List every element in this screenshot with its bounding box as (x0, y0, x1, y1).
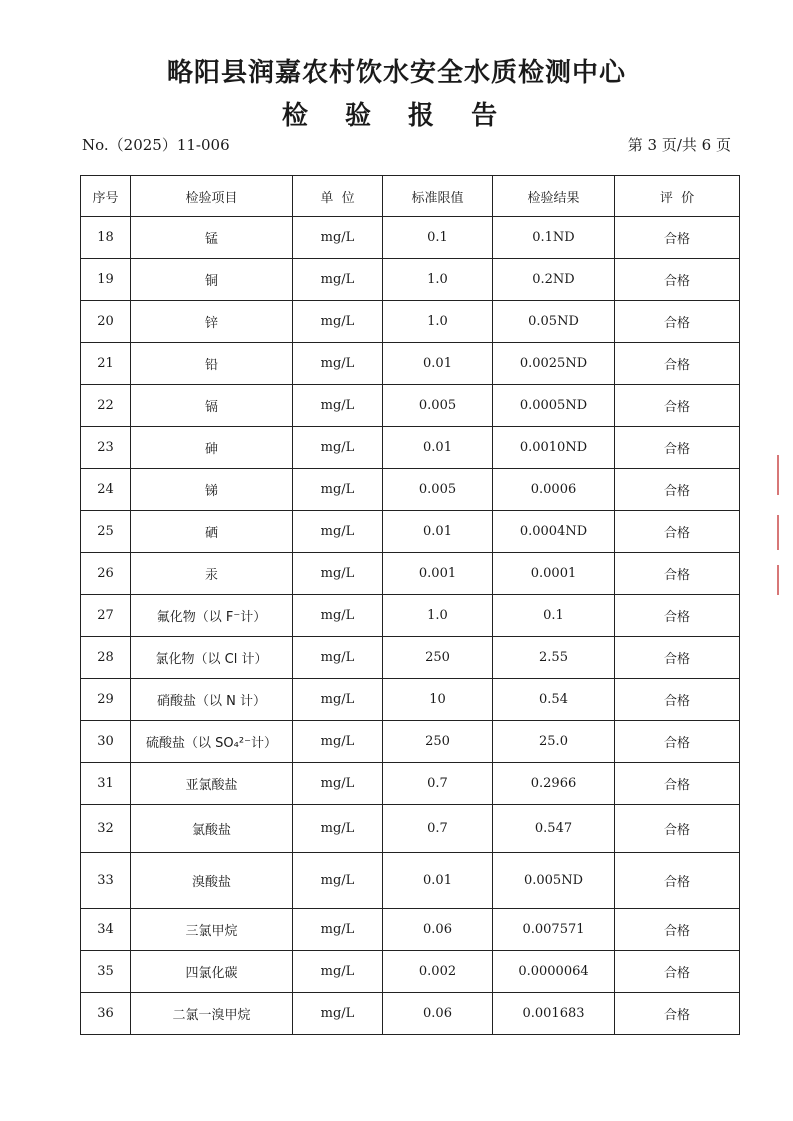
row-item: 二氯一溴甲烷 (131, 993, 293, 1035)
row-number: 34 (81, 909, 131, 951)
row-item: 硫酸盐（以 SO₄²⁻计） (131, 721, 293, 763)
row-limit: 0.01 (383, 427, 493, 469)
row-limit: 0.7 (383, 805, 493, 853)
table-row (81, 721, 740, 763)
row-item: 铜 (131, 259, 293, 301)
row-item: 铅 (131, 343, 293, 385)
row-result: 0.547 (493, 805, 615, 853)
row-unit: mg/L (293, 217, 383, 259)
row-item: 亚氯酸盐 (131, 763, 293, 805)
report-number: No.（2025）11-006 (82, 136, 230, 154)
row-eval: 合格 (615, 805, 740, 853)
row-limit: 0.7 (383, 763, 493, 805)
row-limit: 0.01 (383, 343, 493, 385)
table-row (81, 469, 740, 511)
row-unit: mg/L (293, 909, 383, 951)
row-result: 0.2966 (493, 763, 615, 805)
row-number: 30 (81, 721, 131, 763)
row-eval: 合格 (615, 853, 740, 909)
row-item: 硝酸盐（以 N 计） (131, 679, 293, 721)
row-result: 0.54 (493, 679, 615, 721)
row-unit: mg/L (293, 301, 383, 343)
table-row (81, 343, 740, 385)
row-eval: 合格 (615, 993, 740, 1035)
row-item: 锌 (131, 301, 293, 343)
table-row (81, 909, 740, 951)
row-limit: 0.001 (383, 553, 493, 595)
row-number: 18 (81, 217, 131, 259)
row-eval: 合格 (615, 385, 740, 427)
table-header-row (81, 176, 740, 217)
header-result: 检验结果 (493, 176, 615, 217)
row-unit: mg/L (293, 553, 383, 595)
row-eval: 合格 (615, 469, 740, 511)
row-item: 汞 (131, 553, 293, 595)
row-result: 0.0006 (493, 469, 615, 511)
row-eval: 合格 (615, 595, 740, 637)
table-row (81, 553, 740, 595)
table-row (81, 217, 740, 259)
row-limit: 1.0 (383, 595, 493, 637)
row-limit: 0.06 (383, 909, 493, 951)
row-number: 31 (81, 763, 131, 805)
row-eval: 合格 (615, 763, 740, 805)
row-number: 35 (81, 951, 131, 993)
row-result: 0.1 (493, 595, 615, 637)
row-unit: mg/L (293, 595, 383, 637)
row-result: 0.0025ND (493, 343, 615, 385)
row-result: 0.2ND (493, 259, 615, 301)
row-result: 0.001683 (493, 993, 615, 1035)
row-item: 三氯甲烷 (131, 909, 293, 951)
row-number: 33 (81, 853, 131, 909)
row-eval: 合格 (615, 427, 740, 469)
row-item: 溴酸盐 (131, 853, 293, 909)
row-eval: 合格 (615, 343, 740, 385)
row-limit: 0.002 (383, 951, 493, 993)
table-row (81, 951, 740, 993)
row-item: 氯酸盐 (131, 805, 293, 853)
row-unit: mg/L (293, 951, 383, 993)
row-limit: 0.005 (383, 469, 493, 511)
row-number: 22 (81, 385, 131, 427)
row-number: 29 (81, 679, 131, 721)
row-number: 19 (81, 259, 131, 301)
row-unit: mg/L (293, 343, 383, 385)
row-number: 20 (81, 301, 131, 343)
row-eval: 合格 (615, 301, 740, 343)
row-eval: 合格 (615, 637, 740, 679)
row-limit: 10 (383, 679, 493, 721)
row-item: 硒 (131, 511, 293, 553)
header-no: 序号 (81, 176, 131, 217)
table-row (81, 511, 740, 553)
row-limit: 0.06 (383, 993, 493, 1035)
table-row (81, 805, 740, 853)
row-item: 砷 (131, 427, 293, 469)
row-eval: 合格 (615, 679, 740, 721)
row-number: 36 (81, 993, 131, 1035)
header-eval: 评 价 (615, 176, 740, 217)
row-result: 0.1ND (493, 217, 615, 259)
row-item: 锰 (131, 217, 293, 259)
row-result: 0.0001 (493, 553, 615, 595)
table-row (81, 853, 740, 909)
row-number: 27 (81, 595, 131, 637)
header-item: 检验项目 (131, 176, 293, 217)
row-limit: 250 (383, 637, 493, 679)
row-item: 镉 (131, 385, 293, 427)
row-unit: mg/L (293, 511, 383, 553)
row-eval: 合格 (615, 217, 740, 259)
row-result: 0.05ND (493, 301, 615, 343)
table-row (81, 763, 740, 805)
row-result: 0.005ND (493, 853, 615, 909)
row-unit: mg/L (293, 469, 383, 511)
row-limit: 0.01 (383, 511, 493, 553)
row-result: 25.0 (493, 721, 615, 763)
row-limit: 1.0 (383, 259, 493, 301)
row-unit: mg/L (293, 763, 383, 805)
row-number: 26 (81, 553, 131, 595)
row-limit: 0.01 (383, 853, 493, 909)
row-number: 24 (81, 469, 131, 511)
row-unit: mg/L (293, 679, 383, 721)
row-eval: 合格 (615, 511, 740, 553)
row-eval: 合格 (615, 721, 740, 763)
header-limit: 标准限值 (383, 176, 493, 217)
table-row (81, 301, 740, 343)
row-unit: mg/L (293, 427, 383, 469)
row-limit: 250 (383, 721, 493, 763)
row-unit: mg/L (293, 721, 383, 763)
row-number: 28 (81, 637, 131, 679)
table-row (81, 385, 740, 427)
table-row (81, 993, 740, 1035)
table-row (81, 427, 740, 469)
page-indicator: 第 3 页/共 6 页 (627, 136, 731, 154)
row-eval: 合格 (615, 553, 740, 595)
row-unit: mg/L (293, 259, 383, 301)
row-number: 21 (81, 343, 131, 385)
row-eval: 合格 (615, 259, 740, 301)
row-item: 四氯化碳 (131, 951, 293, 993)
row-number: 32 (81, 805, 131, 853)
document-title: 检 验 报 告 (281, 101, 512, 131)
row-result: 2.55 (493, 637, 615, 679)
table-row (81, 679, 740, 721)
row-limit: 0.005 (383, 385, 493, 427)
row-eval: 合格 (615, 951, 740, 993)
row-item: 氟化物（以 F⁻计） (131, 595, 293, 637)
seal-stamp-edge (773, 455, 793, 605)
row-result: 0.0005ND (493, 385, 615, 427)
results-table (80, 175, 740, 1035)
row-result: 0.0004ND (493, 511, 615, 553)
org-title: 略阳县润嘉农村饮水安全水质检测中心 (166, 58, 626, 88)
row-unit: mg/L (293, 805, 383, 853)
row-number: 25 (81, 511, 131, 553)
row-result: 0.007571 (493, 909, 615, 951)
row-unit: mg/L (293, 385, 383, 427)
row-number: 23 (81, 427, 131, 469)
row-unit: mg/L (293, 853, 383, 909)
row-limit: 0.1 (383, 217, 493, 259)
row-unit: mg/L (293, 637, 383, 679)
table-row (81, 259, 740, 301)
table-row (81, 637, 740, 679)
row-item: 锑 (131, 469, 293, 511)
row-item: 氯化物（以 Cl 计） (131, 637, 293, 679)
row-unit: mg/L (293, 993, 383, 1035)
row-limit: 1.0 (383, 301, 493, 343)
row-result: 0.0000064 (493, 951, 615, 993)
header-unit: 单 位 (293, 176, 383, 217)
row-eval: 合格 (615, 909, 740, 951)
table-row (81, 595, 740, 637)
row-result: 0.0010ND (493, 427, 615, 469)
